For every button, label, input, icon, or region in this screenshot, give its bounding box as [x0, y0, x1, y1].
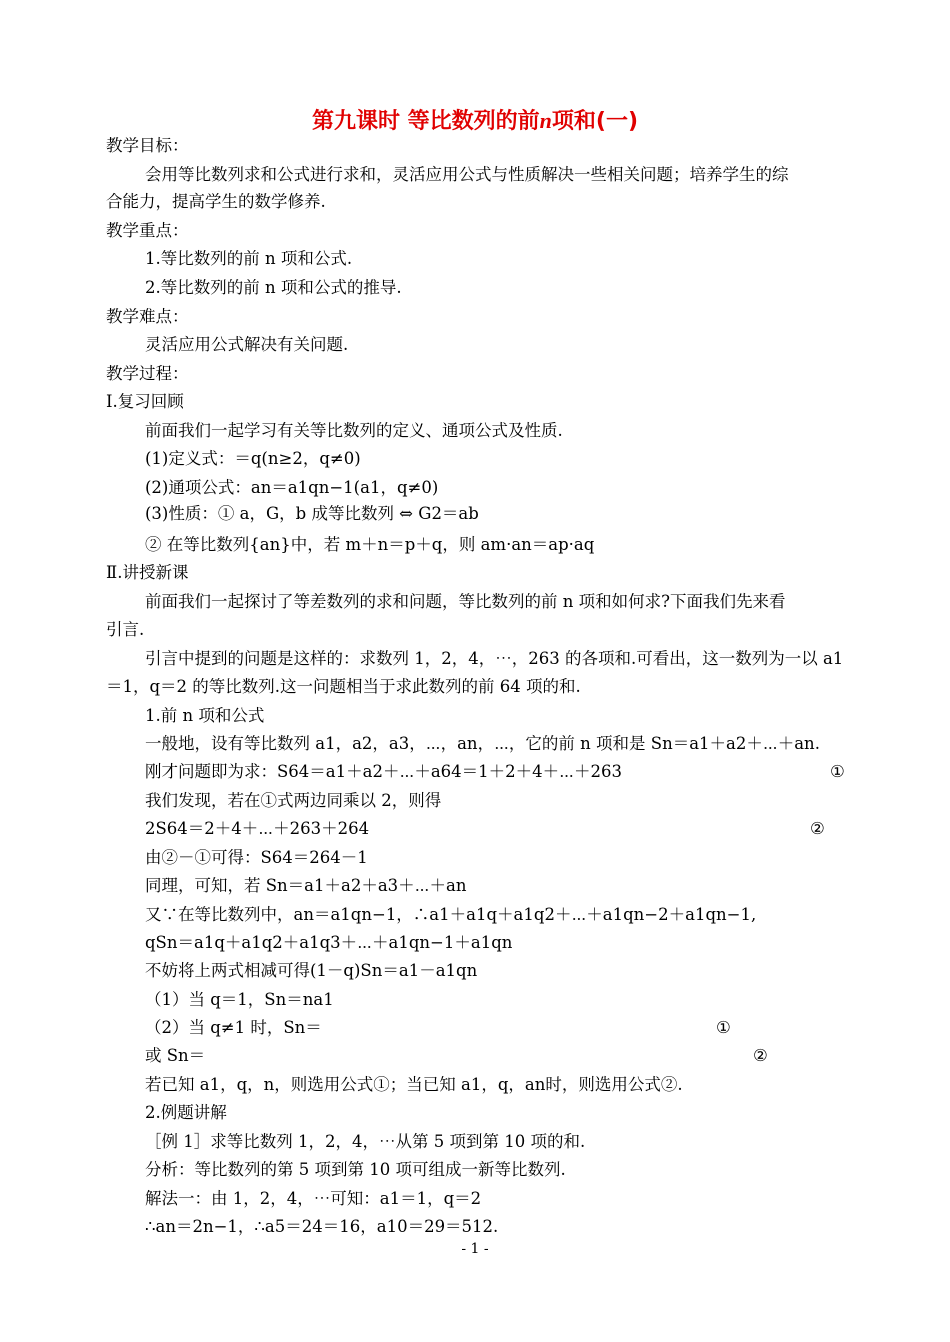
case-q-not-1: （2）当 q≠1 时，Sn＝	[145, 1018, 322, 1037]
difficulty-text: 灵活应用公式解决有关问题.	[145, 335, 349, 354]
review-general-term: (2)通项公式：an＝a1qn−1(a1，q≠0)	[145, 478, 439, 497]
process-heading: 教学过程：	[106, 364, 189, 383]
new-paragraph-1: 前面我们一起探讨了等差数列的求和问题，等比数列的前 n 项和如何求?下面我们先来看	[145, 592, 786, 611]
formula-mark-1: ①	[716, 1018, 731, 1037]
example-1: ［例 1］求等比数列 1，2，4，⋯从第 5 项到第 10 项的和.	[145, 1132, 586, 1151]
derivation-line-4: 2S64＝2＋4＋⋯＋263＋264	[145, 819, 370, 838]
case-q-equals-1: （1）当 q＝1，Sn＝na1	[145, 990, 334, 1009]
section-review-heading: Ⅰ.复习回顾	[106, 392, 184, 411]
derivation-line-3: 我们发现，若在①式两边同乘以 2，则得	[145, 791, 442, 810]
review-property-1: (3)性质：① a，G，b 成等比数列 ⇔ G2＝ab	[145, 504, 479, 523]
example-1-solution-2: ∴an＝2n−1，∴a5＝24＝16，a10＝29＝512.	[145, 1217, 499, 1236]
subheading-examples: 2.例题讲解	[145, 1103, 227, 1122]
derivation-line-1: 一般地，设有等比数列 a1，a2，a3，⋯，an，⋯，它的前 n 项和是 Sn＝a1＋a2＋⋯＋an.	[145, 734, 820, 753]
equation-mark-1: ①	[830, 762, 845, 781]
case-alternative: 或 Sn＝	[145, 1046, 206, 1065]
review-definition: (1)定义式：＝q(n≥2，q≠0)	[145, 449, 361, 468]
example-1-solution-1: 解法一：由 1，2，4，⋯可知：a1＝1，q＝2	[145, 1189, 482, 1208]
objectives-heading: 教学目标：	[106, 136, 189, 155]
objectives-text-cont: 合能力，提高学生的数学修养.	[106, 192, 326, 211]
lesson-title	[0, 104, 950, 135]
formula-mark-2: ②	[753, 1046, 768, 1065]
derivation-line-2: 刚才问题即为求：S64＝a1＋a2＋⋯＋a64＝1＋2＋4＋⋯＋263	[145, 762, 622, 781]
example-1-analysis: 分析：等比数列的第 5 项到第 10 项可组成一新等比数列.	[145, 1160, 566, 1179]
new-paragraph-2-cont: ＝1，q＝2 的等比数列.这一问题相当于求此数列的前 64 项的和.	[106, 677, 581, 696]
title-var: n	[539, 108, 552, 133]
page-number: - 1 -	[461, 1241, 489, 1257]
keypoints-heading: 教学重点：	[106, 221, 189, 240]
equation-mark-2: ②	[810, 819, 825, 838]
difficulty-heading: 教学难点：	[106, 307, 189, 326]
new-paragraph-2: 引言中提到的问题是这样的：求数列 1，2，4，⋯，263 的各项和.可看出，这一数列为一以 a1	[145, 649, 844, 668]
formula-choice-note: 若已知 a1，q，n，则选用公式①；当已知 a1，q，an时，则选用公式②.	[145, 1075, 683, 1094]
review-intro: 前面我们一起学习有关等比数列的定义、通项公式及性质.	[145, 421, 563, 440]
derivation-line-9: 不妨将上两式相减可得(1－q)Sn＝a1－a1qn	[145, 961, 478, 980]
derivation-line-8: qSn＝a1q＋a1q2＋a1q3＋⋯＋a1qn−1＋a1qn	[145, 933, 513, 952]
derivation-line-6: 同理，可知，若 Sn＝a1＋a2＋a3＋⋯＋an	[145, 876, 467, 895]
subheading-sum-formula: 1.前 n 项和公式	[145, 706, 265, 725]
title-suffix: 项和(一)	[551, 109, 639, 134]
section-new-heading: Ⅱ.讲授新课	[106, 563, 189, 582]
review-property-2: ② 在等比数列{an}中，若 m＋n＝p＋q，则 am·an＝ap·aq	[145, 535, 595, 554]
keypoint-1: 1.等比数列的前 n 项和公式.	[145, 249, 353, 268]
derivation-line-5: 由②－①可得：S64＝264－1	[145, 848, 368, 867]
keypoint-2: 2.等比数列的前 n 项和公式的推导.	[145, 278, 402, 297]
new-paragraph-1-cont: 引言.	[106, 620, 145, 639]
derivation-line-7: 又∵在等比数列中，an＝a1qn−1，∴a1＋a1q＋a1q2＋⋯＋a1qn−2＋a1qn−1,	[145, 905, 757, 924]
title-prefix: 第九课时 等比数列的前	[311, 109, 540, 134]
objectives-text: 会用等比数列求和公式进行求和，灵活应用公式与性质解决一些相关问题；培养学生的综	[145, 165, 789, 184]
